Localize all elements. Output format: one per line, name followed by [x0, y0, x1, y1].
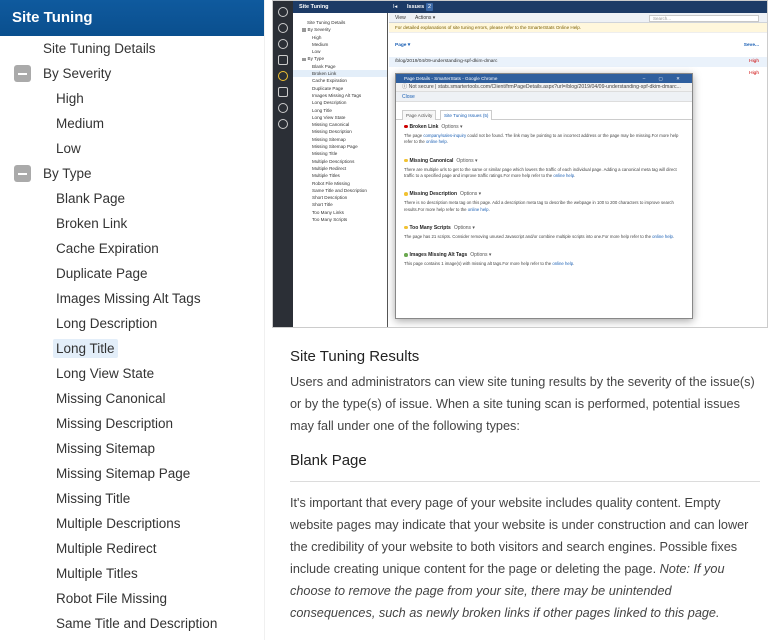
issue-options: Options ▾	[460, 191, 482, 198]
online-help-link: online help	[552, 261, 574, 267]
app-tree-item: Long Title	[312, 107, 332, 113]
issue-too-many-scripts	[404, 225, 684, 240]
app-tree-item: Multiple Redirect	[312, 165, 347, 171]
view-menu: View	[395, 15, 406, 21]
nav-item-missing-title[interactable]	[0, 486, 264, 511]
issues-count-badge: 2	[428, 4, 432, 10]
nav-item-low[interactable]	[0, 136, 264, 161]
issue-title: Missing Canonical Options ▾	[404, 158, 684, 164]
icon-rail	[273, 1, 293, 327]
blank-page-note: Note: If you choose to remove the page from your site, there may be unintended consequences, such as newly broken links if other pages linked to this page.	[290, 562, 725, 620]
app-tree-item: Medium	[312, 41, 329, 47]
app-tree-item: Short Title	[312, 202, 333, 208]
issue-row: /blog/2019/04/09-understanding-spf-dkim-dmarc High	[389, 57, 767, 67]
collapse-toggle-icon[interactable]	[14, 165, 31, 182]
app-tree-item: Robot File Missing	[312, 180, 350, 186]
app-tree-item: Missing Title	[312, 151, 338, 157]
nav-item-label: Robot File Missing	[56, 591, 168, 606]
nav-item-label: By Type	[43, 166, 92, 181]
app-toolbar	[389, 13, 767, 23]
issue-title: Missing Description Options ▾	[404, 191, 684, 197]
nav-item-label: Long Description	[56, 316, 158, 331]
bug-icon	[278, 55, 288, 65]
app-tree-item: Low	[312, 49, 321, 55]
actions-menu: Actions ▾	[415, 15, 436, 21]
window-title-bar: Page Details - SmarterStats - Google Chrome – ▢ ✕	[396, 74, 692, 83]
issues-list	[396, 120, 692, 284]
nav-item-medium[interactable]	[0, 111, 264, 136]
online-help-link: online help	[425, 139, 447, 145]
issue-images-missing-alt-tags	[404, 252, 684, 267]
app-tree-item: By Severity	[293, 26, 387, 33]
issue-title: Too Many Scripts Options ▾	[404, 225, 684, 231]
search-icon	[278, 103, 288, 113]
issue-text: There are multiple urls to get to the same or similar page which lowers the traffic of each individual page. Adding a canonical meta tag will direct traffic to a specified page and improve traffic ratings.For more help refer to the online help.	[404, 166, 677, 179]
severity-dot-icon	[404, 125, 408, 129]
window-controls: – ▢ ✕	[642, 76, 686, 81]
online-help-link: online help	[553, 173, 575, 179]
nav-item-label: Site Tuning Details	[43, 41, 156, 56]
app-title: Site Tuning	[299, 4, 329, 10]
nav-item-by-type[interactable]	[0, 161, 264, 186]
app-tree-item: Same Title and Description	[312, 187, 367, 193]
nav-item-long-description[interactable]	[0, 311, 264, 336]
app-tree-item: High	[312, 34, 322, 40]
nav-item-label: Long Title	[53, 339, 118, 358]
site-tuning-nav	[0, 0, 265, 640]
nav-item-missing-sitemap-page[interactable]	[0, 461, 264, 486]
help-info-banner: For detailed explanations of site tuning errors, please refer to the SmarterStats Online Help.	[389, 23, 767, 33]
nav-item-multiple-descriptions[interactable]	[0, 511, 264, 536]
nav-item-label: Broken Link	[56, 216, 128, 231]
divider	[290, 481, 760, 482]
severity-dot-icon	[404, 192, 408, 196]
app-tree-item: Images Missing Alt Tags	[312, 92, 362, 98]
details-tabs	[396, 108, 692, 120]
tab-site-tuning-issues: Site Tuning Issues (5)	[440, 110, 492, 120]
nav-item-blank-page[interactable]	[0, 186, 264, 211]
app-screenshot	[272, 0, 768, 328]
issue-text: There is no description meta tag on this page. Add a description meta tag to describe the webpage in 100 to 200 characters to improve search results.For more help refer to the online help.	[404, 200, 674, 212]
search-input: Search...	[649, 15, 759, 22]
severity-dot-icon	[404, 159, 408, 163]
results-paragraph: Users and administrators can view site tuning results by the severity of the issue(s) or by the type(s) of issue. When a site tuning scan is performed, potential issues may fall under one of the following types:	[290, 375, 755, 433]
app-tree-item: Long View State	[312, 114, 346, 120]
nav-item-cache-expiration[interactable]	[0, 236, 264, 261]
nav-item-label: Missing Sitemap	[56, 441, 156, 456]
nav-item-missing-sitemap[interactable]	[0, 436, 264, 461]
issue-text: The page has 21 scripts. Consider removing unused Javascript and/or combine multiple scripts into one.For more help refer to the online help.	[404, 234, 675, 240]
app-tree-item: Duplicate Page	[312, 85, 344, 91]
nav-item-images-missing-alt-tags[interactable]	[0, 286, 264, 311]
globe-icon	[278, 23, 288, 33]
nav-item-label: High	[56, 91, 84, 106]
online-help-link: online help	[467, 206, 489, 212]
issue-title: Images Missing Alt Tags Options ▾	[404, 252, 684, 258]
nav-item-site-tuning-details[interactable]	[0, 36, 264, 61]
app-topbar	[293, 1, 767, 13]
nav-item-label: Multiple Titles	[56, 566, 138, 581]
app-tree-item: Site Tuning Details	[307, 20, 346, 25]
settings-icon	[278, 119, 288, 129]
address-bar: ⓘ Not secure | stats.smartertools.com/Client/frmPageDetails.aspx?url=/blog/2019/04/09-understanding-spf-dkim-dmarc...	[396, 83, 692, 92]
issue-options: Options ▾	[470, 252, 492, 259]
nav-item-label: Same Title and Description	[56, 616, 218, 631]
nav-header[interactable]: Site Tuning	[0, 0, 264, 36]
nav-item-duplicate-page[interactable]	[0, 261, 264, 286]
site-tuning-icon	[278, 71, 288, 81]
app-tree-item: Missing Canonical	[312, 122, 350, 128]
nav-item-broken-link[interactable]	[0, 211, 264, 236]
collapse-icon: I◂	[393, 4, 398, 10]
nav-item-label: Cache Expiration	[56, 241, 159, 256]
app-tree-item: Cache Expiration	[312, 78, 347, 84]
nav-item-same-title-and-description[interactable]	[0, 611, 264, 636]
app-tree-item: Missing Description	[312, 129, 352, 135]
nav-item-label: Missing Description	[56, 416, 174, 431]
issue-broken-link	[404, 124, 684, 146]
nav-item-missing-description[interactable]	[0, 411, 264, 436]
nav-item-long-title[interactable]	[0, 336, 264, 361]
app-tree-item: Too Many Scripts	[312, 217, 348, 223]
nav-item-label: Multiple Redirect	[56, 541, 157, 556]
app-tree-item: Multiple Titles	[312, 173, 340, 179]
nav-list	[0, 36, 264, 636]
nav-item-multiple-titles[interactable]	[0, 561, 264, 586]
nav-item-by-severity[interactable]	[0, 61, 264, 86]
issue-page-link: company/sales-inquiry	[423, 133, 467, 139]
nav-item-label: Blank Page	[56, 191, 126, 206]
nav-item-label: By Severity	[43, 66, 112, 81]
issue-options: Options ▾	[456, 157, 478, 164]
collapse-toggle-icon[interactable]	[14, 65, 31, 82]
app-tree-item: Blank Page	[312, 63, 336, 69]
reports-icon	[278, 87, 288, 97]
nav-item-label: Long View State	[56, 366, 155, 381]
severity-dot-icon	[404, 226, 408, 230]
documentation	[290, 335, 760, 624]
app-tree-item: Broken Link	[293, 70, 387, 77]
add-icon	[278, 39, 288, 49]
nav-item-high[interactable]	[0, 86, 264, 111]
nav-item-long-view-state[interactable]	[0, 361, 264, 386]
app-tree-item: Missing Sitemap Page	[312, 144, 358, 150]
app-tree-item: Long Description	[312, 100, 347, 106]
results-heading: Site Tuning Results	[290, 348, 420, 365]
issue-row: High	[749, 71, 759, 76]
nav-item-multiple-redirect[interactable]	[0, 536, 264, 561]
nav-item-missing-canonical[interactable]	[0, 386, 264, 411]
nav-item-label: Missing Title	[56, 491, 131, 506]
issue-text: This page contains 1 image(s) with missing alt tags.For more help refer to the online help.	[404, 261, 575, 267]
severity-dot-icon	[404, 253, 408, 257]
app-tree-item: Too Many Links	[312, 209, 344, 215]
nav-item-robot-file-missing[interactable]	[0, 586, 264, 611]
tab-page-activity: Page Activity	[402, 110, 436, 120]
issue-missing-description	[404, 191, 684, 213]
nav-item-label: Images Missing Alt Tags	[56, 291, 201, 306]
issue-text: The page company/sales-inquiry could not be found. The link may be pointing to an incorrect address or the page may be missing.For more help refer to the online help.	[404, 133, 679, 145]
users-icon	[278, 7, 288, 17]
nav-item-label: Multiple Descriptions	[56, 516, 181, 531]
nav-item-label: Missing Canonical	[56, 391, 166, 406]
online-help-link: online help	[652, 234, 673, 240]
issue-title: Broken Link Options ▾	[404, 124, 684, 130]
app-tree-item: Missing Sitemap	[312, 136, 346, 142]
blank-page-heading: Blank Page	[290, 452, 367, 469]
blank-page-paragraph: It's important that every page of your website includes quality content. Empty website pages may indicate that your website is under construction and can lower the credibility of your website to both visitors and search engines. Possible fixes include creating unique content for the page or deleting the page. Note: If you choose to remove the page from your site, there may be unintended consequences, such as newly broken links if other pages linked to this page.	[290, 496, 749, 620]
issue-missing-canonical	[404, 158, 684, 180]
app-tree-item: Multiple Descriptions	[312, 158, 355, 164]
app-tree-item: By Type	[293, 55, 387, 62]
issues-title: Issues	[407, 4, 425, 10]
page-details-window	[395, 73, 693, 319]
page-column-header: Page ▾ Seve...	[395, 43, 759, 48]
issue-options: Options ▾	[441, 124, 463, 130]
nav-item-label: Missing Sitemap Page	[56, 466, 191, 481]
nav-item-label: Low	[56, 141, 81, 156]
app-tree-item: Short Description	[312, 195, 348, 201]
app-tree	[293, 13, 388, 327]
nav-item-label: Duplicate Page	[56, 266, 148, 281]
issue-options: Options ▾	[453, 224, 475, 231]
nav-item-label: Medium	[56, 116, 105, 131]
close-link: Close	[396, 92, 692, 102]
